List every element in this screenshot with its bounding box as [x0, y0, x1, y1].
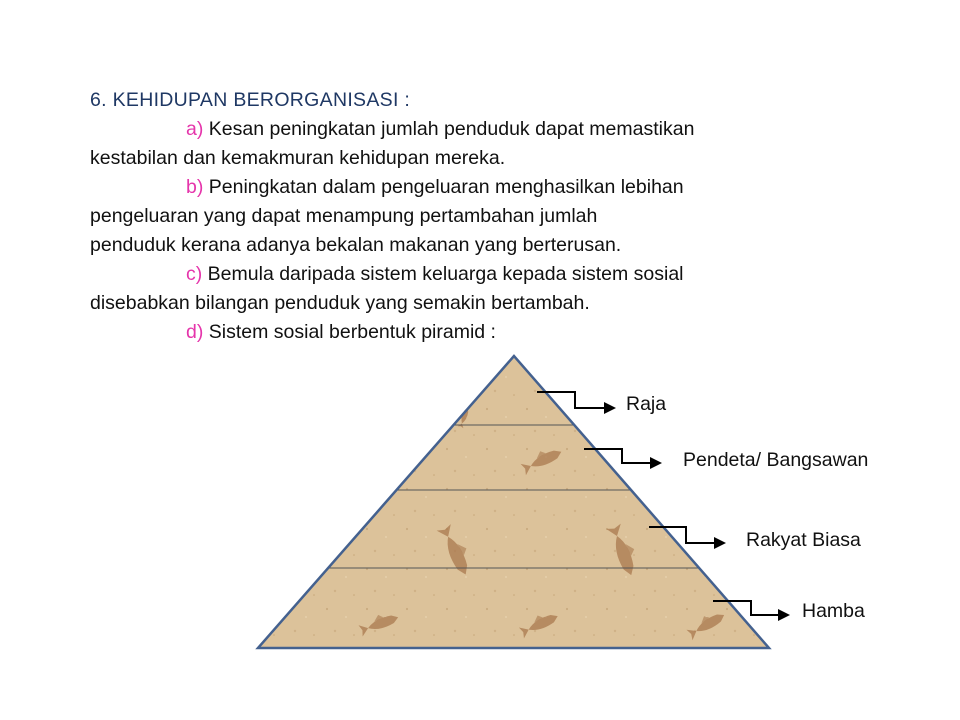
arrowhead-icon [650, 457, 662, 469]
arrowhead-icon [714, 537, 726, 549]
item-a-text-1: Kesan peningkatan jumlah penduduk dapat memastikan [208, 118, 695, 140]
arrowhead-icon [604, 402, 616, 414]
item-b-text-2: pengeluaran yang dapat menampung pertambahan jumlah [90, 205, 598, 227]
arrowhead-icon [778, 609, 790, 621]
item-c-text-1: Bemula daripada sistem keluarga kepada sistem sosial [207, 263, 684, 285]
item-b-marker: b) [186, 176, 204, 198]
pyramid-body [258, 356, 769, 648]
level-label-pendeta: Pendeta/ Bangsawan [683, 449, 869, 471]
level-label-rakyat: Rakyat Biasa [746, 529, 861, 551]
item-b-text-1: Peningkatan dalam pengeluaran menghasilkan lebihan [208, 176, 684, 198]
item-d-marker: d) [186, 321, 204, 343]
item-c-text-2: disebabkan bilangan penduduk yang semakin bertambah. [90, 292, 590, 314]
section-heading: 6. KEHIDUPAN BERORGANISASI : [90, 89, 411, 111]
item-b-text-3: penduduk kerana adanya bekalan makanan yang berterusan. [90, 234, 622, 256]
item-a-marker: a) [186, 118, 204, 140]
item-a-text-2: kestabilan dan kemakmuran kehidupan mereka. [90, 147, 506, 169]
item-d-text-1: Sistem sosial berbentuk piramid : [208, 321, 496, 343]
level-label-hamba: Hamba [802, 600, 865, 622]
item-c-marker: c) [186, 263, 203, 285]
level-label-raja: Raja [626, 393, 667, 415]
